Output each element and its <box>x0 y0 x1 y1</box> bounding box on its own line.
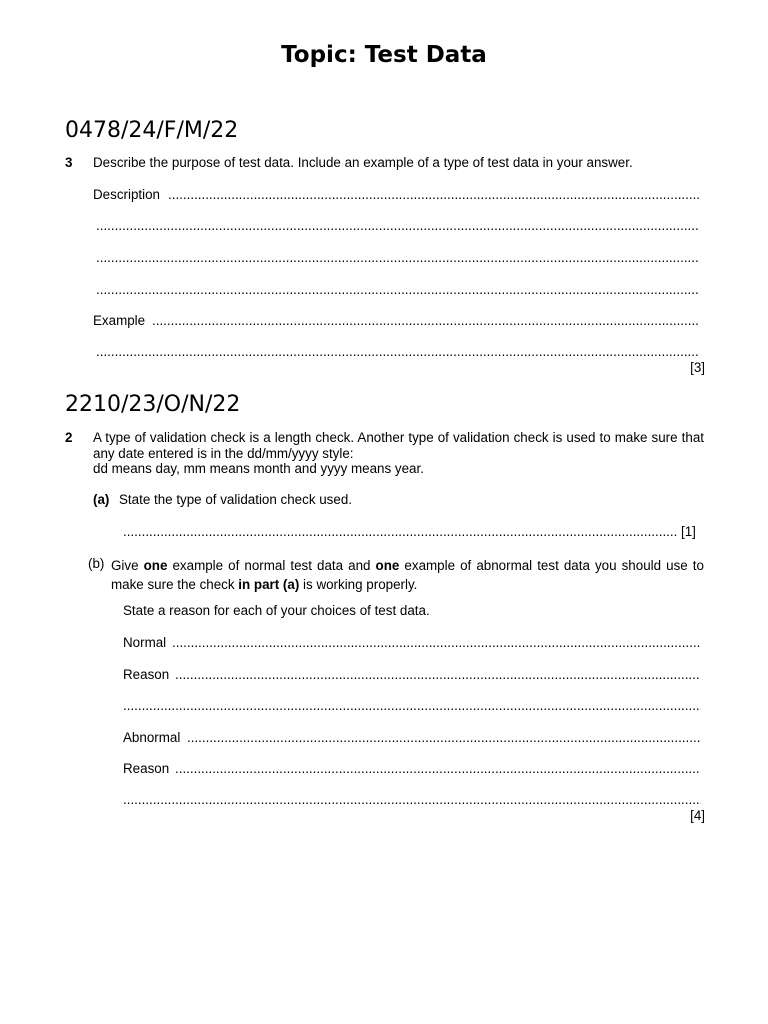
part-b-label: (b) <box>88 556 105 571</box>
reason-1-answer-line-2[interactable] <box>123 698 701 713</box>
marks-part-a: [1] <box>681 524 696 539</box>
part-b-bold-2: one <box>375 558 400 573</box>
question-2-intro: A type of validation check is a length check. Another type of validation check is used to make sure that any date entered is in the dd/mm/yyyy style: <box>93 430 704 461</box>
part-b-text-1: Give <box>111 558 139 573</box>
normal-label: Normal <box>123 635 167 650</box>
part-b-text-4: is working properly. <box>303 577 418 592</box>
marks-q3: [3] <box>690 360 705 375</box>
description-answer-line-1[interactable] <box>168 187 700 202</box>
reason-1-answer-line-1[interactable] <box>175 667 700 682</box>
part-b-text-2: example of normal test data and <box>172 558 371 573</box>
description-answer-line-2[interactable] <box>96 218 700 233</box>
paper-code-1: 0478/24/F/M/22 <box>65 118 239 143</box>
question-3-text: Describe the purpose of test data. Include an example of a type of test data in your answer. <box>93 155 633 170</box>
paper-code-2: 2210/23/O/N/22 <box>65 392 241 417</box>
abnormal-answer-line[interactable] <box>187 730 700 745</box>
part-a-label: (a) <box>93 492 110 507</box>
page-title: Topic: Test Data <box>281 42 487 68</box>
question-number-3: 3 <box>65 155 73 170</box>
question-2-intro-2: dd means day, mm means month and yyyy means year. <box>93 461 424 476</box>
part-b-text <box>111 556 704 594</box>
question-number-2: 2 <box>65 430 73 445</box>
marks-part-b: [4] <box>690 808 705 823</box>
abnormal-label: Abnormal <box>123 730 181 745</box>
normal-answer-line[interactable] <box>172 635 700 650</box>
part-b-instruction: State a reason for each of your choices of test data. <box>123 603 430 618</box>
description-answer-line-3[interactable] <box>96 250 700 265</box>
reason-2-answer-line-2[interactable] <box>123 792 701 807</box>
description-label: Description <box>93 187 160 202</box>
part-b-bold-3: in part (a) <box>238 577 300 592</box>
reason-2-answer-line-1[interactable] <box>175 761 700 776</box>
example-answer-line-1[interactable] <box>152 313 700 328</box>
example-answer-line-2[interactable] <box>96 344 700 359</box>
part-b-bold-1: one <box>143 558 168 573</box>
reason-label-2: Reason <box>123 761 170 776</box>
reason-label-1: Reason <box>123 667 170 682</box>
example-label: Example <box>93 313 146 328</box>
part-b-text-3: example of abnormal test data you should use to make sure the check <box>111 558 704 592</box>
description-answer-line-4[interactable] <box>96 282 700 297</box>
part-a-answer-line[interactable] <box>123 524 678 539</box>
part-a-text: State the type of validation check used. <box>119 492 352 507</box>
